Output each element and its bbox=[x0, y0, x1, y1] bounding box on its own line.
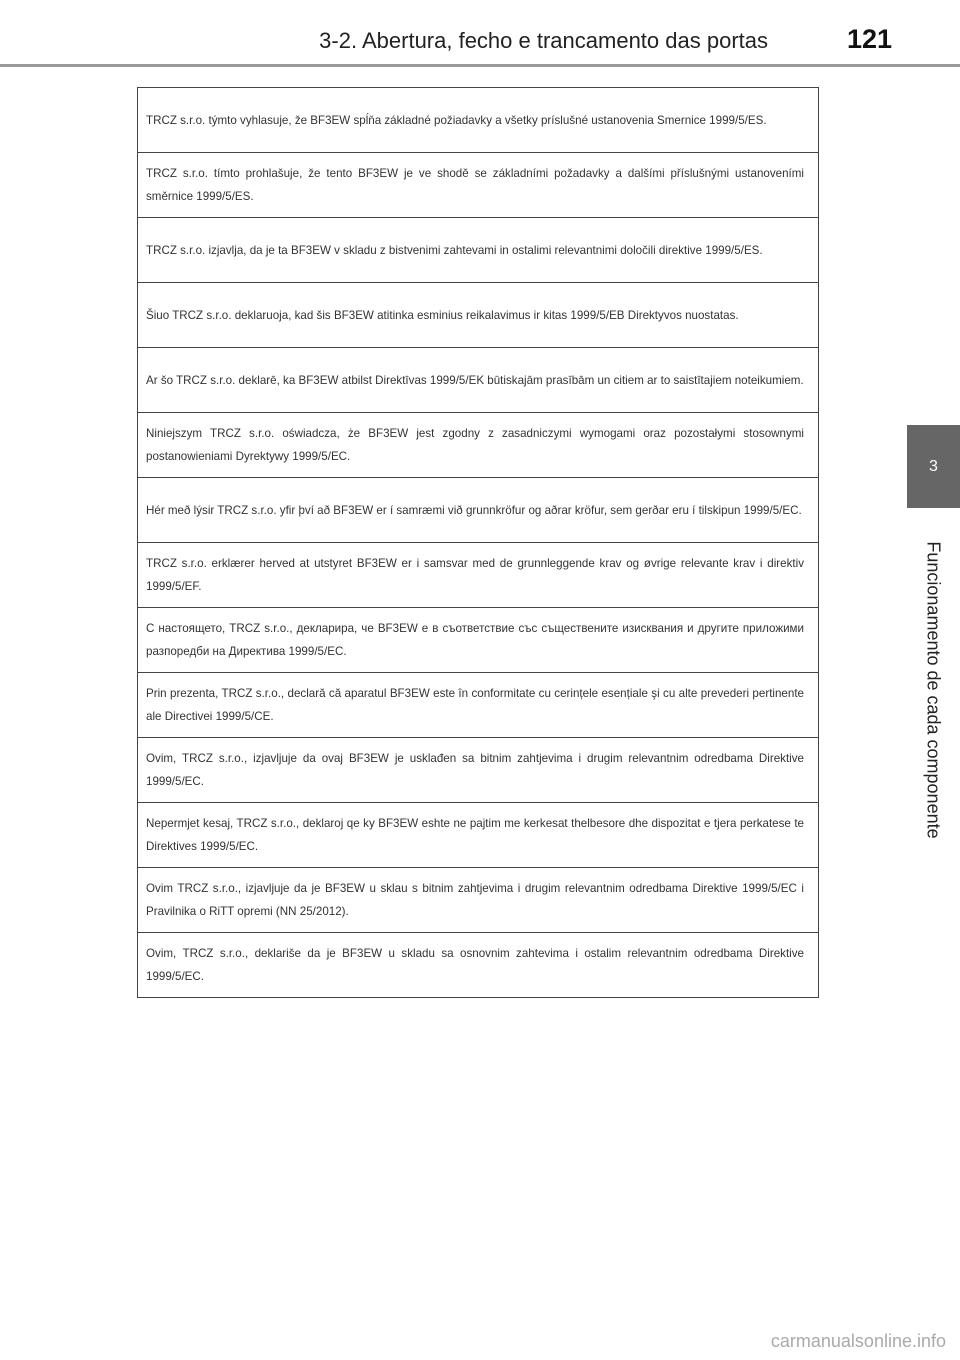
chapter-title: Funcionamento de cada componente bbox=[923, 541, 944, 839]
table-row bbox=[138, 738, 819, 803]
declaration-cell: С настоящето, TRCZ s.r.o., декларира, че BF3EW е в съответствие със съществените изисквания и другите приложими разпоредби на Директива 1999/5/ЕС. bbox=[138, 608, 819, 673]
declaration-cell: Ovim, TRCZ s.r.o., izjavljuje da ovaj BF3EW je usklađen sa bitnim zahtjevima i drugim relevantnim odredbama Direktive 1999/5/EC. bbox=[138, 738, 819, 803]
table-row bbox=[138, 478, 819, 543]
declaration-cell: TRCZ s.r.o. tímto prohlašuje, že tento BF3EW je ve shodě se základními požadavky a dalšími příslušnými ustanoveními směrnice 1999/5/ES. bbox=[138, 153, 819, 218]
declaration-cell: Ovim TRCZ s.r.o., izjavljuje da je BF3EW u sklau s bitnim zahtjevima i drugim relevantnim odredbama Direktive 1999/5/EC i Pravilnika o RiTT opremi (NN 25/2012). bbox=[138, 868, 819, 933]
table-row bbox=[138, 933, 819, 998]
declaration-cell: TRCZ s.r.o. týmto vyhlasuje, že BF3EW spĺňa základné požiadavky a všetky príslušné ustanovenia Smernice 1999/5/ES. bbox=[138, 88, 819, 153]
declaration-cell: Ovim, TRCZ s.r.o., deklariše da je BF3EW u skladu sa osnovnim zahtevima i ostalim relevantnim odredbama Direktive 1999/5/EC. bbox=[138, 933, 819, 998]
declaration-cell: Nepermjet kesaj, TRCZ s.r.o., deklaroj qe ky BF3EW eshte ne pajtim me kerkesat thelbesore dhe dispozitat e tjera perkatese te Direktives 1999/5/EC. bbox=[138, 803, 819, 868]
watermark: carmanualsonline.info bbox=[770, 1331, 946, 1351]
table-row bbox=[138, 868, 819, 933]
table-row bbox=[138, 88, 819, 153]
table-row bbox=[138, 673, 819, 738]
declaration-cell: TRCZ s.r.o. izjavlja, da je ta BF3EW v skladu z bistvenimi zahtevami in ostalimi relevantnimi določili direktive 1999/5/ES. bbox=[138, 218, 819, 283]
declaration-cell: Ar šo TRCZ s.r.o. deklarē, ka BF3EW atbilst Direktīvas 1999/5/EK būtiskajām prasībām un citiem ar to saistītajiem noteikumiem. bbox=[138, 348, 819, 413]
table-row bbox=[138, 803, 819, 868]
chapter-tab: 3 bbox=[907, 425, 960, 508]
table-row bbox=[138, 608, 819, 673]
declaration-cell: Niniejszym TRCZ s.r.o. oświadcza, że BF3EW jest zgodny z zasadniczymi wymogami oraz pozostałymi stosownymi postanowieniami Dyrektywy 1999/5/EC. bbox=[138, 413, 819, 478]
declaration-cell: Šiuo TRCZ s.r.o. deklaruoja, kad šis BF3EW atitinka esminius reikalavimus ir kitas 1999/5/EB Direktyvos nuostatas. bbox=[138, 283, 819, 348]
section-title: 3-2. Abertura, fecho e trancamento das portas bbox=[319, 28, 768, 53]
declaration-cell: TRCZ s.r.o. erklærer herved at utstyret BF3EW er i samsvar med de grunnleggende krav og øvrige relevante krav i direktiv 1999/5/EF. bbox=[138, 543, 819, 608]
declarations-table bbox=[137, 87, 819, 998]
table-row bbox=[138, 218, 819, 283]
header-divider bbox=[0, 64, 960, 67]
declaration-cell: Hér með lýsir TRCZ s.r.o. yfir því að BF3EW er í samræmi við grunnkröfur og aðrar kröfur, sem gerðar eru í tilskipun 1999/5/EC. bbox=[138, 478, 819, 543]
table-row bbox=[138, 153, 819, 218]
table-row bbox=[138, 283, 819, 348]
page-number: 121 bbox=[846, 24, 892, 54]
table-row bbox=[138, 543, 819, 608]
declaration-cell: Prin prezenta, TRCZ s.r.o., declară că aparatul BF3EW este în conformitate cu cerințele esențiale şi cu alte prevederi pertinente ale Directivei 1999/5/CE. bbox=[138, 673, 819, 738]
table-row bbox=[138, 348, 819, 413]
table-row bbox=[138, 413, 819, 478]
